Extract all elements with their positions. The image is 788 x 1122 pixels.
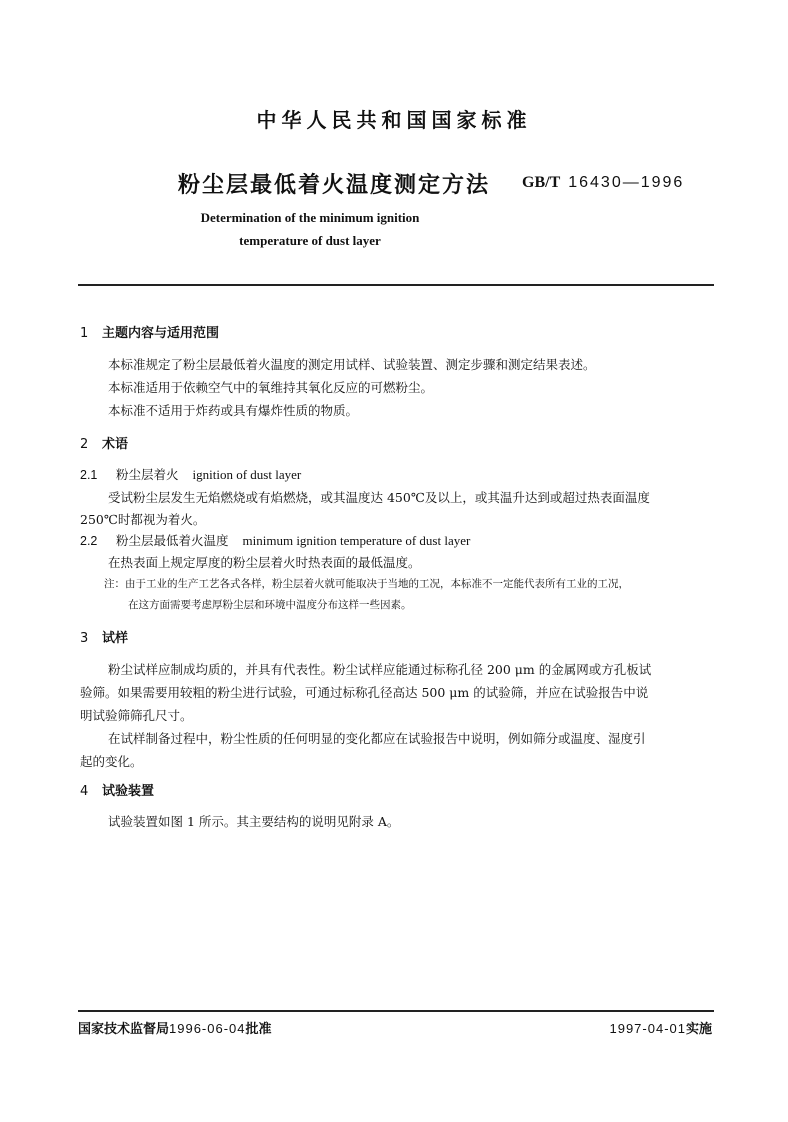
- approver: 国家技术监督局: [78, 1022, 170, 1037]
- standard-code-number: 16430—1996: [568, 174, 685, 191]
- term-definition: 在热表面上规定厚度的粉尘层着火时热表面的最低温度。: [108, 555, 421, 570]
- term-2-1: [80, 465, 301, 483]
- section-3-heading: [80, 627, 128, 646]
- section-number: 1: [80, 326, 89, 341]
- section-title: 主题内容与适用范围: [102, 326, 220, 341]
- section-number: 3: [80, 631, 89, 646]
- paragraph: 本标准不适用于炸药或具有爆炸性质的物质。: [108, 403, 359, 418]
- approve-label: 批准: [245, 1022, 272, 1037]
- term-cn: 粉尘层最低着火温度: [116, 533, 229, 548]
- paragraph-line: 粉尘试样应制成均质的，并具有代表性。粉尘试样应能通过标称孔径 200 μm 的金属网或方孔板试: [108, 662, 652, 677]
- term-en: minimum ignition temperature of dust layer: [242, 533, 471, 548]
- paragraph-line: 明试验筛筛孔尺寸。: [80, 708, 193, 723]
- document-title-en-line1: Determination of the minimum ignition: [200, 210, 420, 225]
- paragraph-line: 起的变化。: [80, 754, 143, 769]
- standard-code: [522, 172, 684, 192]
- footer-divider: [78, 1010, 714, 1012]
- paragraph-line: 在试样制备过程中，粉尘性质的任何明显的变化都应在试验报告中说明，例如筛分或温度、湿度引: [108, 731, 646, 746]
- approval-info: [78, 1018, 272, 1037]
- section-title: 术语: [102, 437, 129, 452]
- note: 在这方面需要考虑厚粉尘层和环境中温度分布这样一些因素。: [128, 599, 412, 611]
- paragraph-line: 验筛。如果需要用较粗的粉尘进行试验，可通过标称孔径高达 500 μm 的试验筛，并应在试验报告中说: [80, 685, 649, 700]
- term-number: 2.2: [80, 534, 98, 548]
- term-number: 2.1: [80, 468, 98, 482]
- term-2-2: [80, 531, 470, 549]
- term-en: ignition of dust layer: [192, 467, 302, 482]
- standard-code-prefix: GB/T: [522, 174, 561, 191]
- section-number: 2: [80, 437, 89, 452]
- term-definition: 250℃时都视为着火。: [80, 512, 206, 527]
- paragraph: 试验装置如图 1 所示。其主要结构的说明见附录 A。: [108, 814, 400, 829]
- section-1-heading: [80, 322, 219, 341]
- note: 注：由于工业的生产工艺各式各样，粉尘层着火就可能取决于当地的工况，本标准不一定能代表所有工业的工况，: [104, 578, 629, 590]
- effective-info: [609, 1018, 712, 1037]
- document-title-cn: 粉尘层最低着火温度测定方法: [178, 173, 491, 198]
- section-2-heading: [80, 433, 128, 452]
- section-title: 试验装置: [102, 784, 155, 799]
- term-definition: 受试粉尘层发生无焰燃烧或有焰燃烧，或其温度达 450℃及以上，或其温升达到或超过热表面温度: [108, 490, 650, 505]
- document-title-en-line2: temperature of dust layer: [239, 233, 381, 248]
- section-4-heading: [80, 780, 154, 799]
- paragraph: 本标准适用于依赖空气中的氧维持其氧化反应的可燃粉尘。: [108, 380, 434, 395]
- paragraph: 本标准规定了粉尘层最低着火温度的测定用试样、试验装置、测定步骤和测定结果表述。: [108, 357, 596, 372]
- term-cn: 粉尘层着火: [116, 467, 179, 482]
- effective-date: 1997-04-01: [609, 1021, 686, 1036]
- approve-date: 1996-06-04: [169, 1021, 246, 1036]
- effective-label: 实施: [685, 1022, 712, 1037]
- header-divider: [78, 284, 714, 286]
- section-number: 4: [80, 784, 89, 799]
- section-title: 试样: [102, 631, 129, 646]
- country-standard-heading: 中华人民共和国国家标准: [256, 108, 532, 132]
